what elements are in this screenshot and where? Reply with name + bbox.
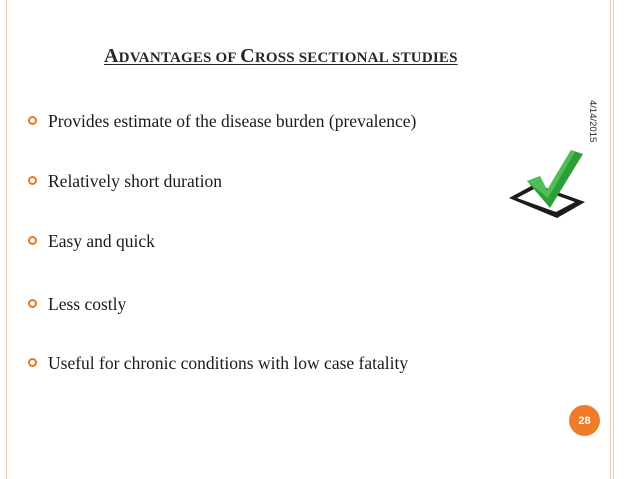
- slide-date: 4/14/2015: [587, 100, 598, 143]
- title-part-2: ROSS SECTIONAL STUDIES: [254, 50, 458, 66]
- right-border-rule: [610, 0, 611, 479]
- bullet-text: Less costly: [48, 294, 127, 314]
- right-border-rule-inner: [613, 0, 614, 479]
- bullet-text: Useful for chronic conditions with low case fatality: [48, 353, 409, 373]
- ring-bullet-icon: [28, 358, 37, 367]
- title-initial-c: C: [240, 45, 255, 67]
- page-number-badge: 28: [569, 405, 600, 436]
- bullet-text: Relatively short duration: [48, 171, 222, 191]
- slide-title: [104, 45, 574, 68]
- left-border-rule: [6, 0, 7, 479]
- title-initial-a: A: [104, 45, 119, 67]
- ring-bullet-icon: [28, 236, 37, 245]
- bullet-text: Easy and quick: [48, 231, 155, 251]
- title-part-1: DVANTAGES OF: [118, 50, 241, 66]
- bullet-text: Provides estimate of the disease burden (prevalence): [48, 111, 417, 131]
- ring-bullet-icon: [28, 116, 37, 125]
- ring-bullet-icon: [28, 299, 37, 308]
- green-checkmark-icon: [505, 148, 587, 220]
- ring-bullet-icon: [28, 176, 37, 185]
